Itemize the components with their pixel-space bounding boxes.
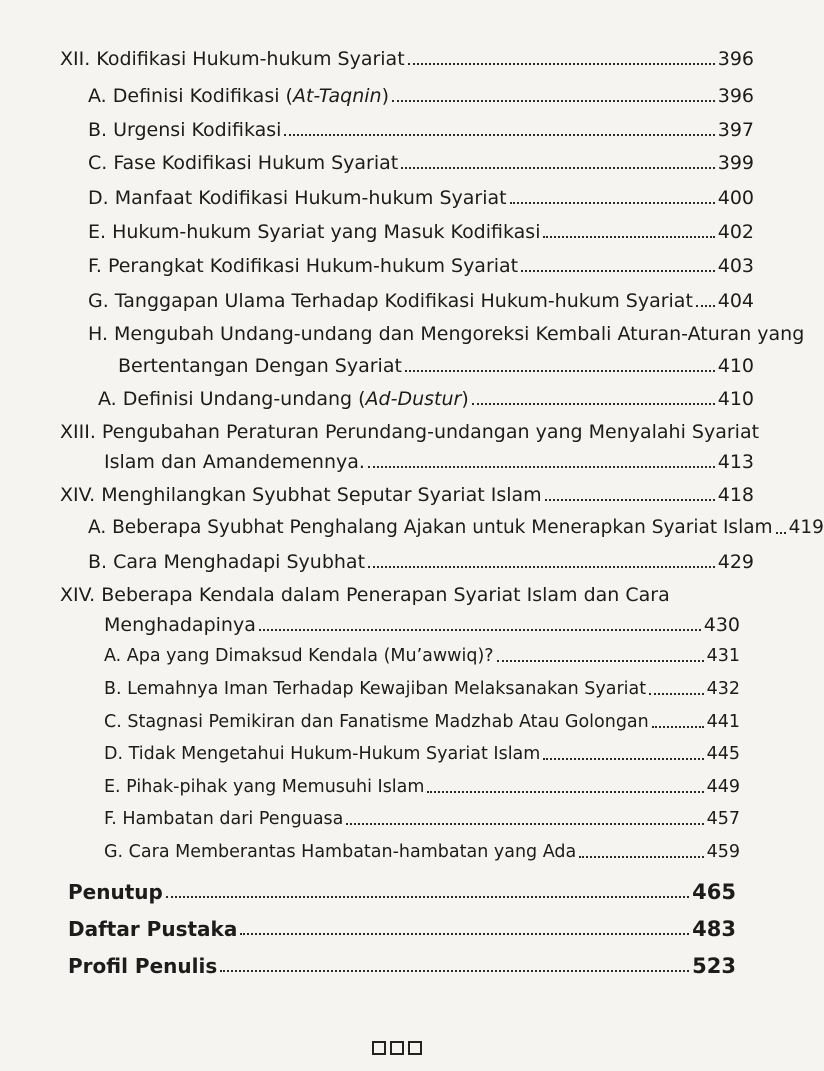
toc-entry bbox=[60, 48, 754, 70]
leader-dots bbox=[543, 236, 714, 238]
toc-entry-label: B. Cara Menghadapi Syubhat bbox=[88, 551, 366, 573]
toc-entry-label: A. Beberapa Syubhat Penghalang Ajakan untuk Menerapkan Syariat Islam bbox=[88, 517, 773, 538]
toc-entry-label: XIV. Beberapa Kendala dalam Penerapan Syariat Islam dan Cara bbox=[60, 584, 670, 606]
leader-dots bbox=[649, 693, 703, 695]
toc-entry bbox=[104, 776, 740, 798]
leader-dots bbox=[652, 726, 704, 728]
toc-entry-page: 431 bbox=[706, 646, 740, 666]
toc-entry-label: Penutup bbox=[68, 880, 163, 904]
leader-dots bbox=[368, 466, 715, 468]
toc-entry-page: 459 bbox=[706, 842, 740, 862]
leader-dots bbox=[368, 566, 715, 568]
toc-entry-page: 400 bbox=[717, 187, 754, 209]
toc-entry bbox=[104, 743, 740, 765]
leader-dots bbox=[776, 532, 786, 534]
toc-entry-page: 441 bbox=[706, 712, 740, 732]
toc-entry bbox=[88, 85, 754, 107]
leader-dots bbox=[427, 791, 703, 793]
leader-dots bbox=[392, 100, 715, 102]
leader-dots bbox=[284, 134, 714, 136]
toc-entry-page: 457 bbox=[706, 809, 740, 829]
toc-entry-page: 410 bbox=[717, 388, 754, 410]
toc-entry-page: 445 bbox=[706, 744, 740, 764]
toc-entry-label: E. Hukum-hukum Syariat yang Masuk Kodifikasi bbox=[88, 221, 541, 243]
toc-entry-label: C. Fase Kodifikasi Hukum Syariat bbox=[88, 152, 399, 174]
toc-entry-label-continued: Menghadapinya bbox=[104, 614, 256, 636]
square-icon bbox=[408, 1041, 422, 1055]
toc-entry-label: A. Definisi Kodifikasi (At-Taqnin) bbox=[88, 85, 389, 107]
toc-entry-page: 396 bbox=[717, 85, 754, 107]
leader-dots bbox=[543, 758, 703, 760]
leader-dots bbox=[408, 63, 715, 65]
toc-entry-label: C. Stagnasi Pemikiran dan Fanatisme Madzhab Atau Golongan bbox=[104, 712, 649, 732]
toc-entry bbox=[104, 451, 754, 473]
leader-dots bbox=[166, 896, 689, 898]
toc-entry-label-continued: Bertentangan Dengan Syariat bbox=[118, 355, 402, 377]
toc-entry-page: 413 bbox=[717, 451, 754, 473]
toc-entry bbox=[88, 255, 754, 277]
toc-entry-page: 432 bbox=[706, 679, 740, 699]
toc-entry-page: 402 bbox=[717, 221, 754, 243]
toc-entry-label: A. Apa yang Dimaksud Kendala (Mu’awwiq)? bbox=[104, 646, 494, 666]
toc-entry bbox=[104, 841, 740, 863]
toc-entry-page: 418 bbox=[717, 484, 754, 506]
leader-dots bbox=[346, 823, 703, 825]
leader-dots bbox=[696, 305, 715, 307]
toc-entry-label: E. Pihak-pihak yang Memusuhi Islam bbox=[104, 777, 425, 797]
toc-entry-label: G. Cara Memberantas Hambatan-hambatan yang Ada bbox=[104, 842, 577, 862]
toc-entry-label: B. Urgensi Kodifikasi bbox=[88, 119, 282, 141]
toc-entry-label: F. Perangkat Kodifikasi Hukum-hukum Syariat bbox=[88, 255, 519, 277]
toc-entry-page: 465 bbox=[692, 880, 736, 904]
leader-dots bbox=[405, 370, 715, 372]
toc-entry-page: 429 bbox=[717, 551, 754, 573]
leader-dots bbox=[240, 933, 689, 935]
leader-dots bbox=[259, 629, 701, 631]
toc-entry-label: G. Tanggapan Ulama Terhadap Kodifikasi Hukum-hukum Syariat bbox=[88, 290, 693, 312]
toc-entry-page: 399 bbox=[717, 152, 754, 174]
toc-entry-page: 419 bbox=[788, 517, 824, 538]
toc-entry-page: 430 bbox=[703, 614, 740, 636]
toc-entry bbox=[60, 484, 754, 506]
toc-entry-page: 483 bbox=[692, 917, 736, 941]
toc-entry-label: B. Lemahnya Iman Terhadap Kewajiban Melaksanakan Syariat bbox=[104, 679, 647, 699]
toc-entry-label: H. Mengubah Undang-undang dan Mengoreksi Kembali Aturan-Aturan yang bbox=[88, 323, 805, 345]
toc-entry-label: XIV. Menghilangkan Syubhat Seputar Syariat Islam bbox=[60, 484, 542, 506]
toc-entry-page: 403 bbox=[717, 255, 754, 277]
leader-dots bbox=[510, 202, 715, 204]
toc-entry-label: D. Manfaat Kodifikasi Hukum-hukum Syariat bbox=[88, 187, 507, 209]
toc-entry-page: 396 bbox=[717, 48, 754, 70]
leader-dots bbox=[497, 660, 704, 662]
leader-dots bbox=[521, 270, 715, 272]
toc-entry bbox=[104, 711, 740, 733]
toc-entry bbox=[88, 152, 754, 174]
leader-dots bbox=[401, 167, 714, 169]
square-icon bbox=[372, 1041, 386, 1055]
toc-entry-profil-penulis bbox=[68, 955, 736, 977]
toc-entry-daftar-pustaka bbox=[68, 918, 736, 940]
toc-entry-label: D. Tidak Mengetahui Hukum-Hukum Syariat Islam bbox=[104, 744, 541, 764]
toc-entry-label-continued: Islam dan Amandemennya. bbox=[104, 451, 365, 473]
toc-entry bbox=[88, 119, 754, 141]
toc-entry-page: 523 bbox=[692, 954, 736, 978]
toc-entry-penutup bbox=[68, 881, 736, 903]
leader-dots bbox=[545, 499, 715, 501]
toc-entry bbox=[104, 645, 740, 667]
toc-entry-label: Daftar Pustaka bbox=[68, 917, 238, 941]
toc-entry bbox=[88, 187, 754, 209]
toc-entry bbox=[88, 290, 754, 312]
toc-entry bbox=[118, 355, 754, 377]
toc-entry bbox=[88, 551, 754, 573]
toc-entry bbox=[88, 517, 824, 539]
leader-dots bbox=[472, 403, 715, 405]
toc-entry-page: 404 bbox=[717, 290, 754, 312]
leader-dots bbox=[579, 856, 703, 858]
square-icon bbox=[390, 1041, 404, 1055]
toc-entry-label: XIII. Pengubahan Peraturan Perundang-undangan yang Menyalahi Syariat bbox=[60, 421, 760, 443]
toc-entry-page: 449 bbox=[706, 777, 740, 797]
toc-entry bbox=[104, 808, 740, 830]
toc-entry-label: A. Definisi Undang-undang (Ad-Dustur) bbox=[98, 388, 469, 410]
toc-entry-page: 410 bbox=[717, 355, 754, 377]
leader-dots bbox=[220, 970, 689, 972]
toc-entry-page: 397 bbox=[717, 119, 754, 141]
footer-ornament-icon bbox=[372, 1041, 422, 1055]
toc-entry-label: XII. Kodifikasi Hukum-hukum Syariat bbox=[60, 48, 405, 70]
toc-entry-label: Profil Penulis bbox=[68, 954, 218, 978]
toc-entry bbox=[88, 221, 754, 243]
toc-entry bbox=[104, 614, 740, 636]
toc-entry bbox=[104, 678, 740, 700]
toc-entry bbox=[98, 388, 754, 410]
toc-entry-label: F. Hambatan dari Penguasa bbox=[104, 809, 344, 829]
